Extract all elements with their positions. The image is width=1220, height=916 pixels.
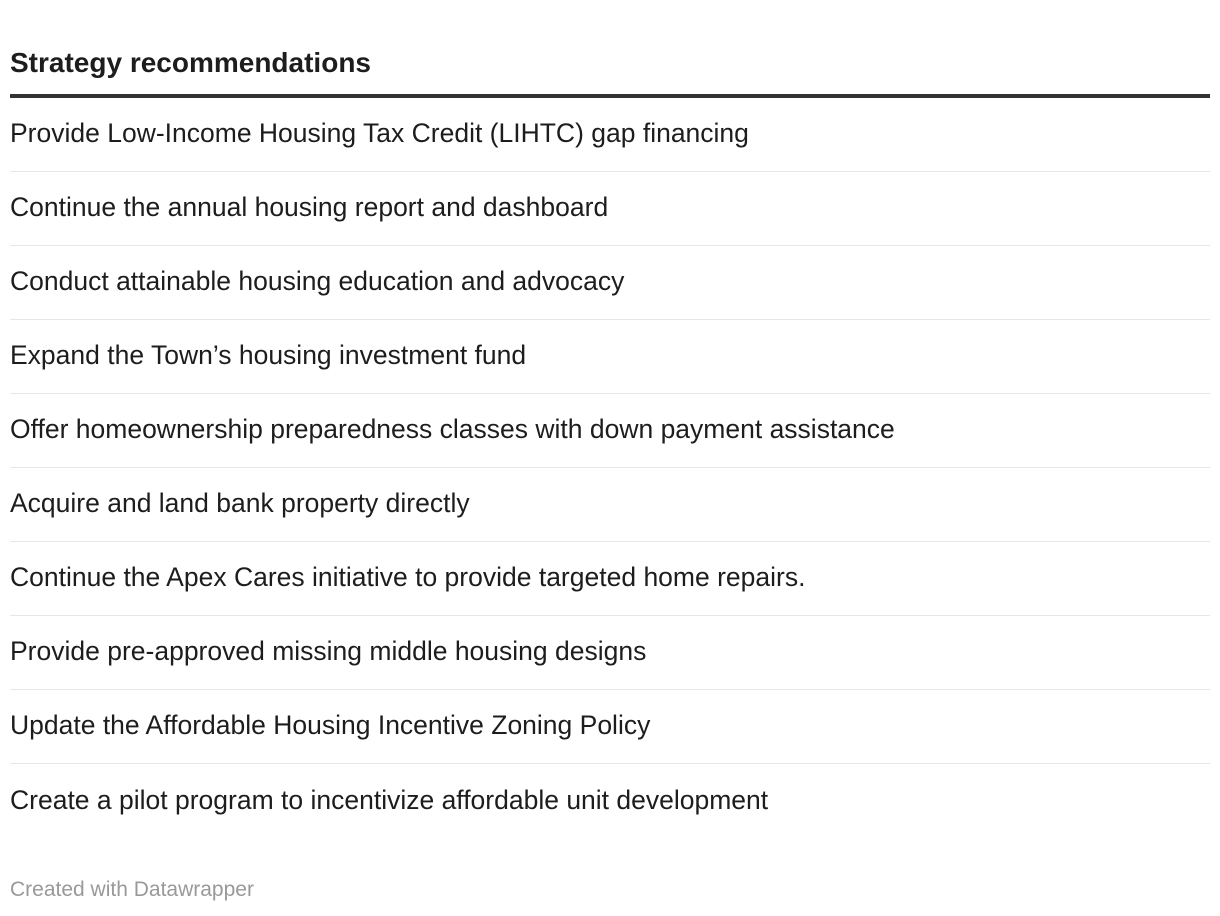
table-row: Continue the annual housing report and dashboard <box>10 172 1210 246</box>
table-body <box>10 98 1210 838</box>
table-row: Offer homeownership preparedness classes with down payment assistance <box>10 394 1210 468</box>
column-header: Strategy recommendations <box>10 28 1210 98</box>
table-row: Expand the Town’s housing investment fund <box>10 320 1210 394</box>
table-row: Provide Low-Income Housing Tax Credit (LIHTC) gap financing <box>10 98 1210 172</box>
strategy-table <box>10 28 1210 838</box>
table-row: Conduct attainable housing education and advocacy <box>10 246 1210 320</box>
table-row: Create a pilot program to incentivize affordable unit development <box>10 784 769 815</box>
table-row: Continue the Apex Cares initiative to provide targeted home repairs. <box>10 542 1210 616</box>
table-row: Provide pre-approved missing middle housing designs <box>10 616 1210 690</box>
datawrapper-credit: Created with Datawrapper <box>10 878 254 901</box>
table-row: Acquire and land bank property directly <box>10 468 1210 542</box>
table-row: Update the Affordable Housing Incentive Zoning Policy <box>10 690 1210 764</box>
